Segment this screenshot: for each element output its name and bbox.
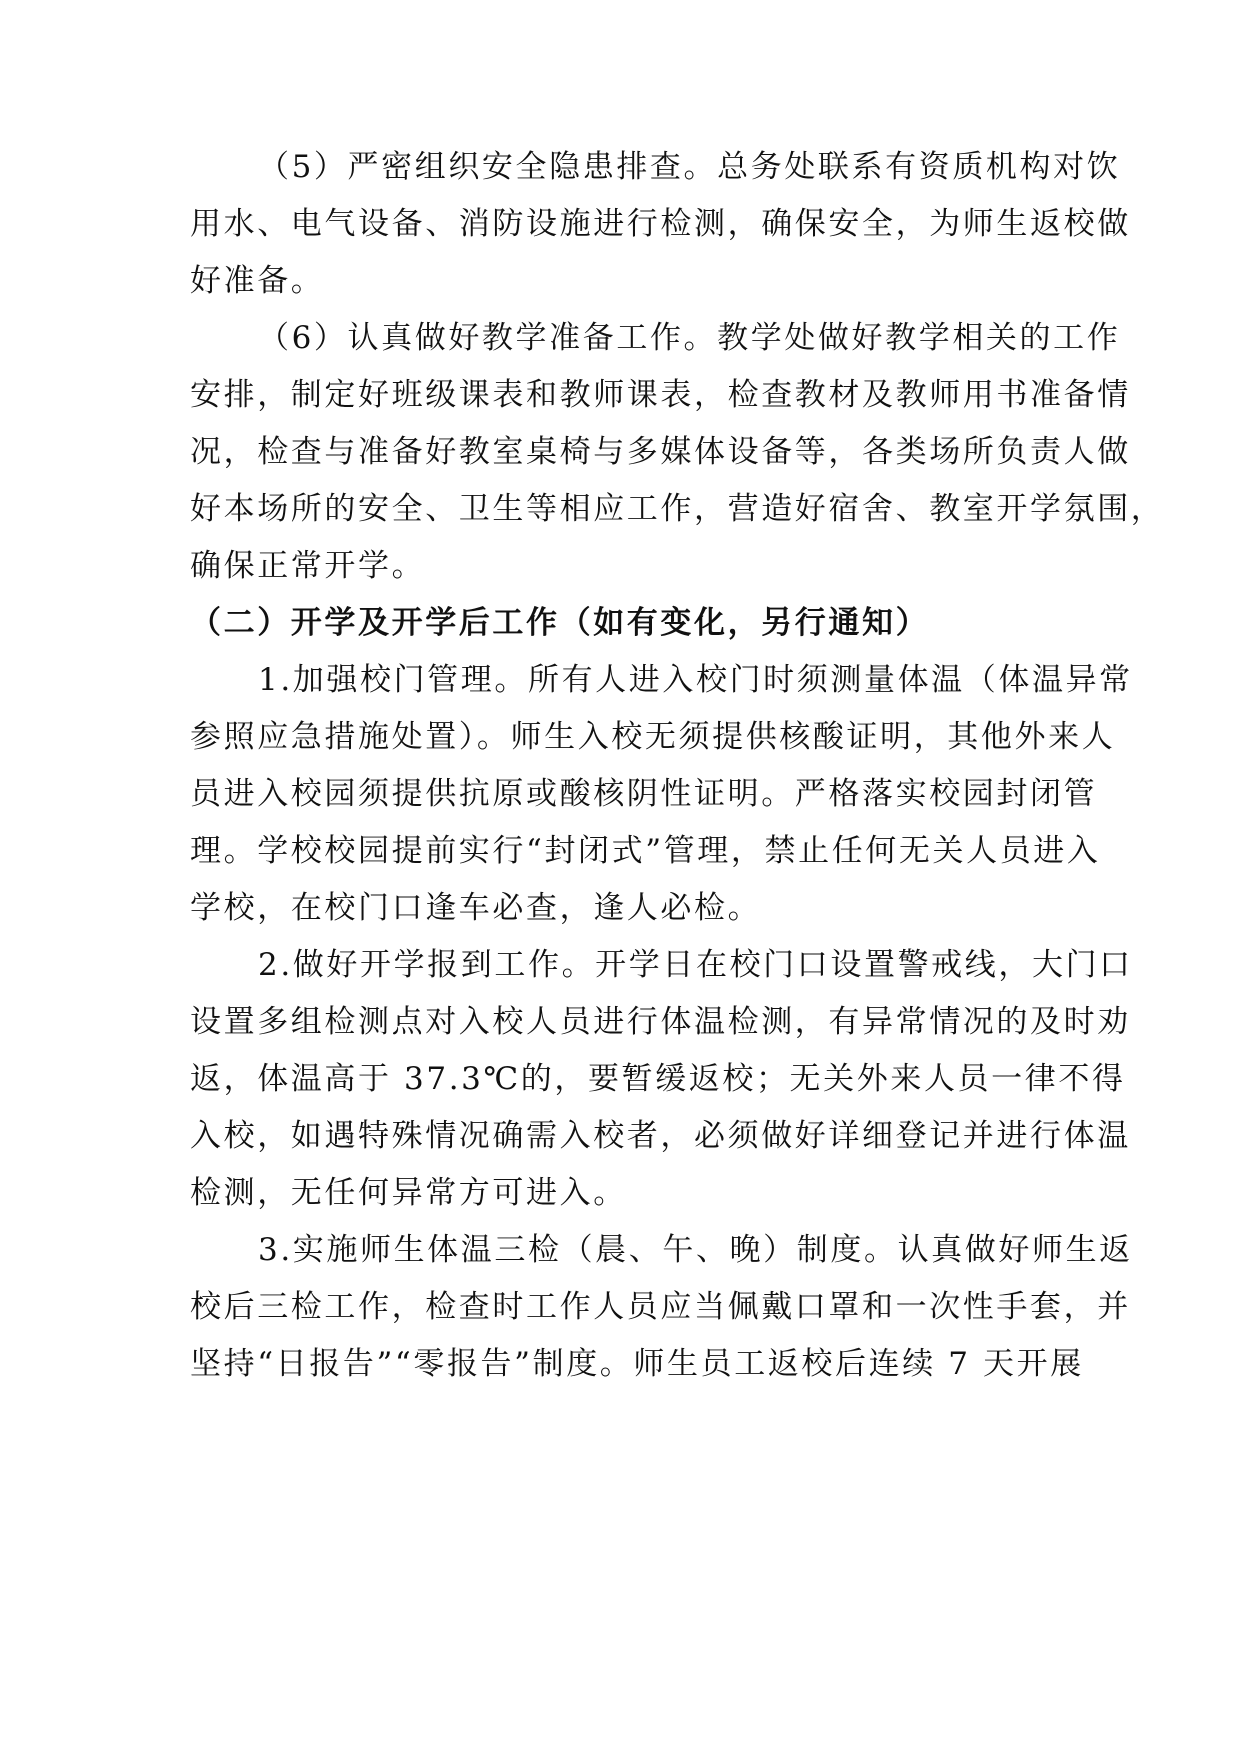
text-line: 1.加强校门管理。所有人进入校门时须测量体温（体温异常 (258, 662, 1133, 698)
text-line: 学校，在校门口逢车必查，逢人必检。 (190, 890, 762, 926)
text-line: （5）严密组织安全隐患排查。总务处联系有资质机构对饮 (258, 149, 1121, 185)
text-line: 况，检查与准备好教室桌椅与多媒体设备等，各类场所负责人做 (190, 434, 1131, 470)
text-line: 返，体温高于 37.3℃的，要暂缓返校；无关外来人员一律不得 (190, 1061, 1126, 1097)
text-line: 参照应急措施处置）。师生入校无须提供核酸证明，其他外来人 (190, 719, 1116, 755)
text-line: 用水、电气设备、消防设施进行检测，确保安全，为师生返校做 (190, 206, 1131, 242)
text-line: 3.实施师生体温三检（晨、午、晚）制度。认真做好师生返 (258, 1232, 1133, 1268)
heading-text: （二）开学及开学后工作（如有变化，另行通知） (190, 605, 930, 641)
text-line: 员进入校园须提供抗原或酸核阴性证明。严格落实校园封闭管 (190, 776, 1098, 812)
text-line: 设置多组检测点对入校人员进行体温检测，有异常情况的及时劝 (190, 1004, 1131, 1040)
text-line: 入校，如遇特殊情况确需入校者，必须做好详细登记并进行体温 (190, 1118, 1131, 1154)
text-line: 校后三检工作，检查时工作人员应当佩戴口罩和一次性手套，并 (190, 1289, 1131, 1325)
text-line: 好准备。 (190, 263, 325, 299)
text-line: 好本场所的安全、卫生等相应工作，营造好宿舍、教室开学氛围， (190, 491, 1165, 527)
text-line: 2.做好开学报到工作。开学日在校门口设置警戒线，大门口 (258, 947, 1133, 983)
text-line: 检测，无任何异常方可进入。 (190, 1175, 627, 1211)
text-line: 安排，制定好班级课表和教师课表，检查教材及教师用书准备情 (190, 377, 1131, 413)
text-line: 理。学校校园提前实行“封闭式”管理，禁止任何无关人员进入 (190, 833, 1101, 869)
text-line: 坚持“日报告”“零报告”制度。师生员工返校后连续 7 天开展 (190, 1346, 1084, 1382)
text-line: 确保正常开学。 (190, 548, 426, 584)
text-line: （6）认真做好教学准备工作。教学处做好教学相关的工作 (258, 320, 1121, 356)
